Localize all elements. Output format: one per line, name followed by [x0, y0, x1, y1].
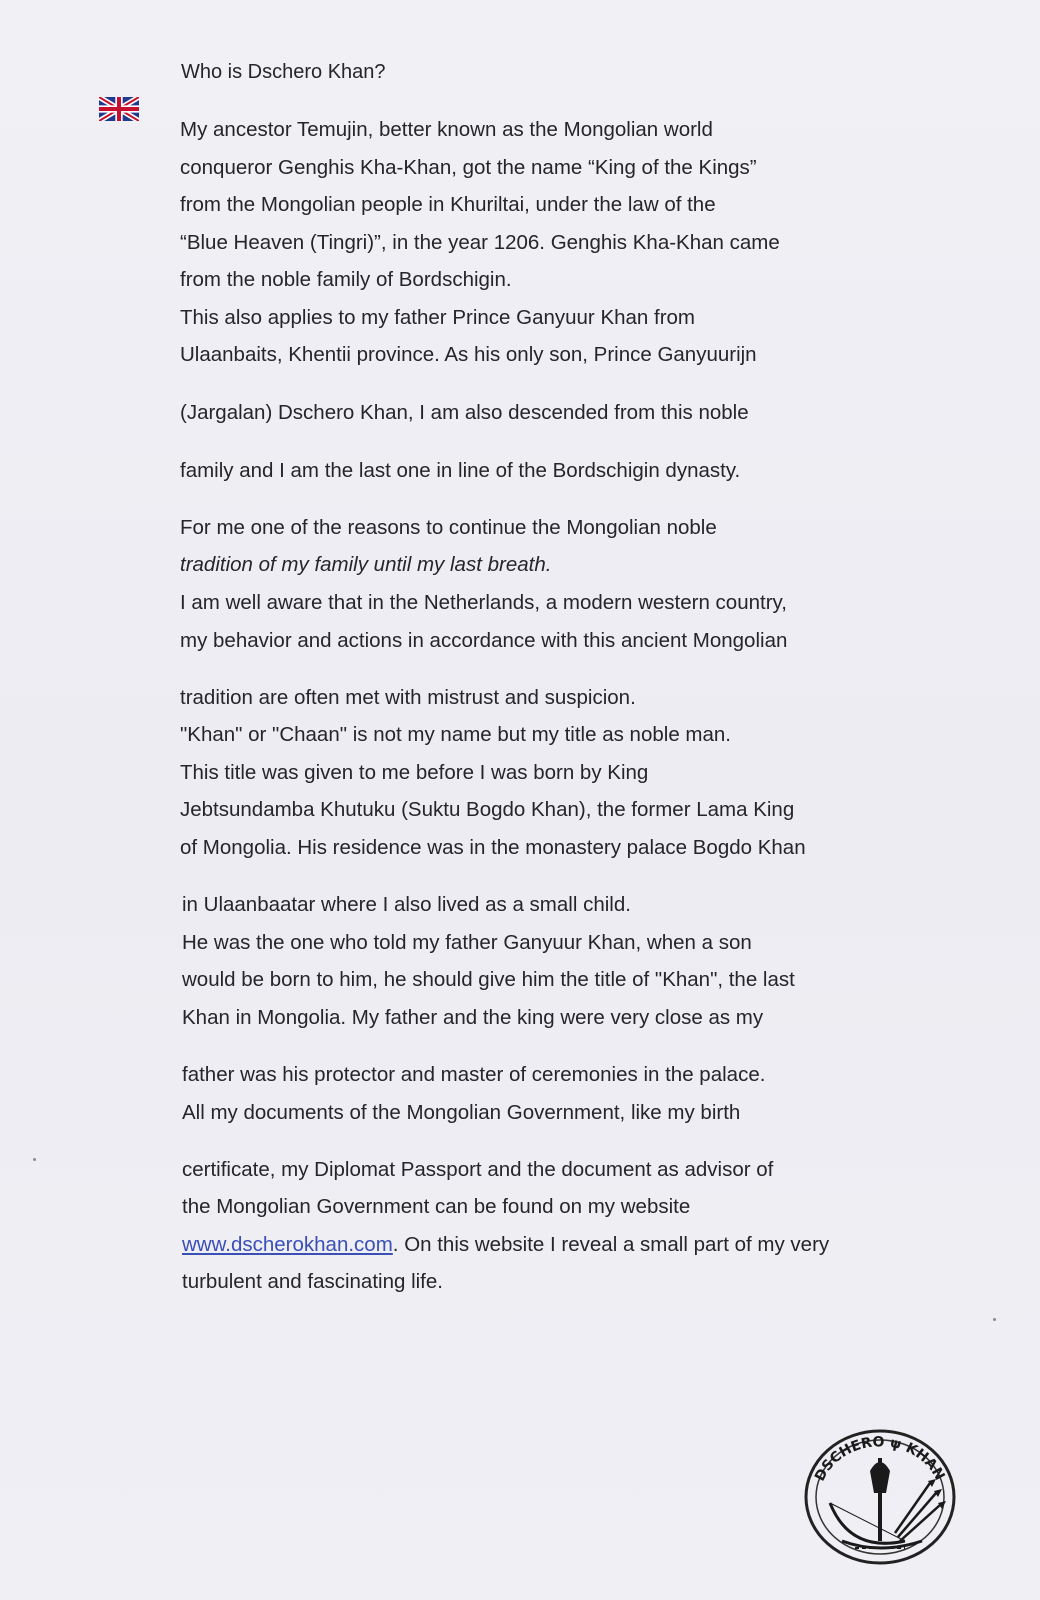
body-line: Khan in Mongolia. My father and the king were very close as my: [182, 1006, 764, 1029]
body-line: conqueror Genghis Kha-Khan, got the name “King of the Kings”: [180, 156, 757, 179]
body-line: the Mongolian Government can be found on my website: [182, 1195, 691, 1218]
body-line-final: turbulent and fascinating life.: [182, 1270, 443, 1293]
body-line: Ulaanbaits, Khentii province. As his only son, Prince Ganyuurijn: [180, 343, 757, 366]
body-line: For me one of the reasons to continue the Mongolian noble: [180, 516, 717, 539]
body-line: in Ulaanbaatar where I also lived as a small child.: [182, 893, 631, 916]
body-line: family and I am the last one in line of the Bordschigin dynasty.: [180, 459, 741, 482]
body-line: of Mongolia. His residence was in the monastery palace Bogdo Khan: [180, 836, 806, 859]
body-line: This title was given to me before I was born by King: [180, 761, 649, 784]
document-title: Who is Dschero Khan?: [181, 61, 386, 83]
body-line: Jebtsundamba Khutuku (Suktu Bogdo Khan), the former Lama King: [180, 798, 795, 821]
scan-speck: [33, 1158, 36, 1161]
website-link[interactable]: www.dscherokhan.com: [182, 1233, 393, 1256]
body-line-link: [182, 1232, 829, 1258]
dschero-khan-seal-icon: [800, 1423, 960, 1568]
body-line: from the Mongolian people in Khuriltai, under the law of the: [180, 193, 716, 216]
body-line: “Blue Heaven (Tingri)”, in the year 1206. Genghis Kha-Khan came: [180, 231, 780, 254]
body-line: tradition are often met with mistrust and suspicion.: [180, 686, 636, 709]
body-line: father was his protector and master of ceremonies in the palace.: [182, 1063, 766, 1086]
body-line: "Khan" or "Chaan" is not my name but my title as noble man.: [180, 723, 731, 746]
body-line: He was the one who told my father Ganyuur Khan, when a son: [182, 931, 752, 954]
body-line: certificate, my Diplomat Passport and the document as advisor of: [182, 1158, 774, 1181]
body-line: All my documents of the Mongolian Government, like my birth: [182, 1101, 741, 1124]
body-line: This also applies to my father Prince Ganyuur Khan from: [180, 306, 696, 329]
body-line: my behavior and actions in accordance with this ancient Mongolian: [180, 629, 788, 652]
svg-text:DSCHERO ψ KHAN: DSCHERO ψ KHAN: [812, 1434, 948, 1484]
body-line: (Jargalan) Dschero Khan, I am also descended from this noble: [180, 401, 749, 424]
body-line: would be born to him, he should give him the title of "Khan", the last: [182, 968, 795, 991]
body-line: My ancestor Temujin, better known as the Mongolian world: [180, 118, 713, 141]
body-line: from the noble family of Bordschigin.: [180, 268, 512, 291]
body-line: tradition of my family until my last breath.: [180, 553, 552, 576]
scan-speck: [993, 1318, 996, 1321]
body-line-after-link: . On this website I reveal a small part of my very: [392, 1233, 830, 1256]
body-line: I am well aware that in the Netherlands, a modern western country,: [180, 591, 787, 614]
uk-flag-icon: [99, 97, 139, 121]
